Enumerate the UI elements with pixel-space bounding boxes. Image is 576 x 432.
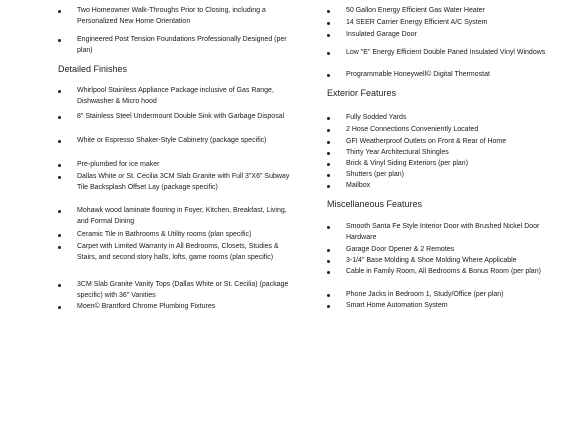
list-item-text: Ceramic Tile in Bathrooms & Utility rooms (plan specific) <box>77 231 252 238</box>
list-item <box>327 222 551 243</box>
list-item-text: Phone Jacks in Bedroom 1, Study/Office (per plan) <box>346 291 504 298</box>
bullet-icon <box>327 249 330 252</box>
list-item-text: Brick & Vinyl Siding Exteriors (per plan) <box>346 160 469 167</box>
list-item <box>327 301 551 312</box>
list-item <box>327 170 551 181</box>
bullet-icon <box>327 305 330 308</box>
bullet-icon <box>58 164 61 167</box>
bullet-icon <box>327 117 330 120</box>
list-item-text: Insulated Garage Door <box>346 31 417 38</box>
list-item-text: Dallas White or St. Cecilia 3CM Slab Granite with Full 3"X6" Subway Tile Backsplash Offset Lay (package specific) <box>77 173 290 191</box>
list-item-text: Smart Home Automation System <box>346 302 448 309</box>
bullet-icon <box>58 234 61 237</box>
bullet-icon <box>327 34 330 37</box>
bullet-icon <box>327 141 330 144</box>
section-heading-detailed-finishes: Detailed Finishes <box>58 64 128 74</box>
list-item <box>327 70 551 81</box>
list-item-text: Low "E" Energy Efficient Double Paned Insulated Vinyl Windows <box>346 49 546 56</box>
list-item <box>58 302 294 313</box>
list-item <box>58 112 294 123</box>
bullet-icon <box>58 176 61 179</box>
list-item <box>327 18 551 29</box>
bullet-icon <box>327 226 330 229</box>
list-item-text: Two Homeowner Walk-Throughs Prior to Closing, including a Personalized New Home Orientation <box>77 7 266 25</box>
list-item <box>327 6 551 17</box>
bullet-icon <box>327 52 330 55</box>
section-heading-exterior-features: Exterior Features <box>327 88 397 98</box>
list-item <box>327 137 551 148</box>
list-item-text: Thirty Year Architectural Shingles <box>346 149 449 156</box>
list-item <box>327 148 551 159</box>
list-item-text: Mailbox <box>346 182 371 189</box>
list-item <box>58 206 294 227</box>
list-item <box>327 30 551 41</box>
bullet-icon <box>327 10 330 13</box>
bullet-icon <box>327 271 330 274</box>
list-item <box>327 290 551 301</box>
bullet-icon <box>327 163 330 166</box>
list-item <box>58 280 294 301</box>
list-item <box>58 230 294 241</box>
list-item-text: Carpet with Limited Warranty in All Bedrooms, Closets, Studies & Stairs, and second story halls, lofts, game rooms (plan specific) <box>77 243 279 261</box>
list-item <box>327 159 551 170</box>
bullet-icon <box>58 210 61 213</box>
list-item <box>327 181 551 192</box>
list-item-text: Cable in Family Room, All Bedrooms & Bonus Room (per plan) <box>346 268 541 275</box>
list-item-text: 50 Gallon Energy Efficient Gas Water Heater <box>346 7 485 14</box>
bullet-icon <box>327 152 330 155</box>
list-item-text: 8" Stainless Steel Undermount Double Sink with Garbage Disposal <box>77 113 285 120</box>
list-item <box>58 86 294 107</box>
list-item <box>58 35 294 56</box>
list-item <box>58 172 294 193</box>
list-item <box>327 245 551 256</box>
bullet-icon <box>327 174 330 177</box>
list-item-text: Moen© Brantford Chrome Plumbing Fixtures <box>77 303 216 310</box>
list-item-text: Programmable Honeywell© Digital Thermostat <box>346 71 490 78</box>
section-heading-miscellaneous-features: Miscellaneous Features <box>327 199 423 209</box>
list-item-text: Pre-plumbed for ice maker <box>77 161 160 168</box>
list-item-text: Shutters (per plan) <box>346 171 404 178</box>
bullet-icon <box>327 74 330 77</box>
bullet-icon <box>327 129 330 132</box>
list-item-text: Whirlpool Stainless Appliance Package inclusive of Gas Range, Dishwasher & Micro hood <box>77 87 274 105</box>
list-item-text: 14 SEER Carrier Energy Efficient A/C System <box>346 19 488 26</box>
list-item <box>58 6 294 27</box>
list-item <box>327 48 551 59</box>
bullet-icon <box>58 284 61 287</box>
list-item-text: 3CM Slab Granite Vanity Tops (Dallas White or St. Cecilia) (package specific) with 36" Vanities <box>77 281 289 299</box>
list-item <box>327 267 551 278</box>
list-item-text: Engineered Post Tension Foundations Professionally Designed (per plan) <box>77 36 287 54</box>
list-item <box>58 136 294 147</box>
list-item-text: White or Espresso Shaker-Style Cabinetry (package specific) <box>77 137 267 144</box>
bullet-icon <box>58 306 61 309</box>
list-item-text: Mohawk wood laminate flooring in Foyer, Kitchen, Breakfast, Living, and Formal Dining <box>77 207 287 225</box>
bullet-icon <box>58 10 61 13</box>
list-item <box>327 113 551 124</box>
bullet-icon <box>327 185 330 188</box>
bullet-icon <box>58 246 61 249</box>
bullet-icon <box>58 90 61 93</box>
bullet-icon <box>327 260 330 263</box>
list-item-text: 2 Hose Connections Conveniently Located <box>346 126 479 133</box>
bullet-icon <box>327 22 330 25</box>
list-item-text: Fully Sodded Yards <box>346 114 407 121</box>
list-item-text: GFI Weatherproof Outlets on Front & Rear of Home <box>346 138 507 145</box>
list-item <box>58 242 294 263</box>
bullet-icon <box>58 140 61 143</box>
bullet-icon <box>327 294 330 297</box>
list-item-text: Smooth Santa Fe Style Interior Door with Brushed Nickel Door Hardware <box>346 223 540 241</box>
list-item <box>327 256 551 267</box>
list-item <box>58 160 294 171</box>
bullet-icon <box>58 116 61 119</box>
list-item-text: Garage Door Opener & 2 Remotes <box>346 246 455 253</box>
list-item-text: 3-1/4" Base Molding & Shoe Molding Where Applicable <box>346 257 517 264</box>
bullet-icon <box>58 39 61 42</box>
list-item <box>327 125 551 136</box>
